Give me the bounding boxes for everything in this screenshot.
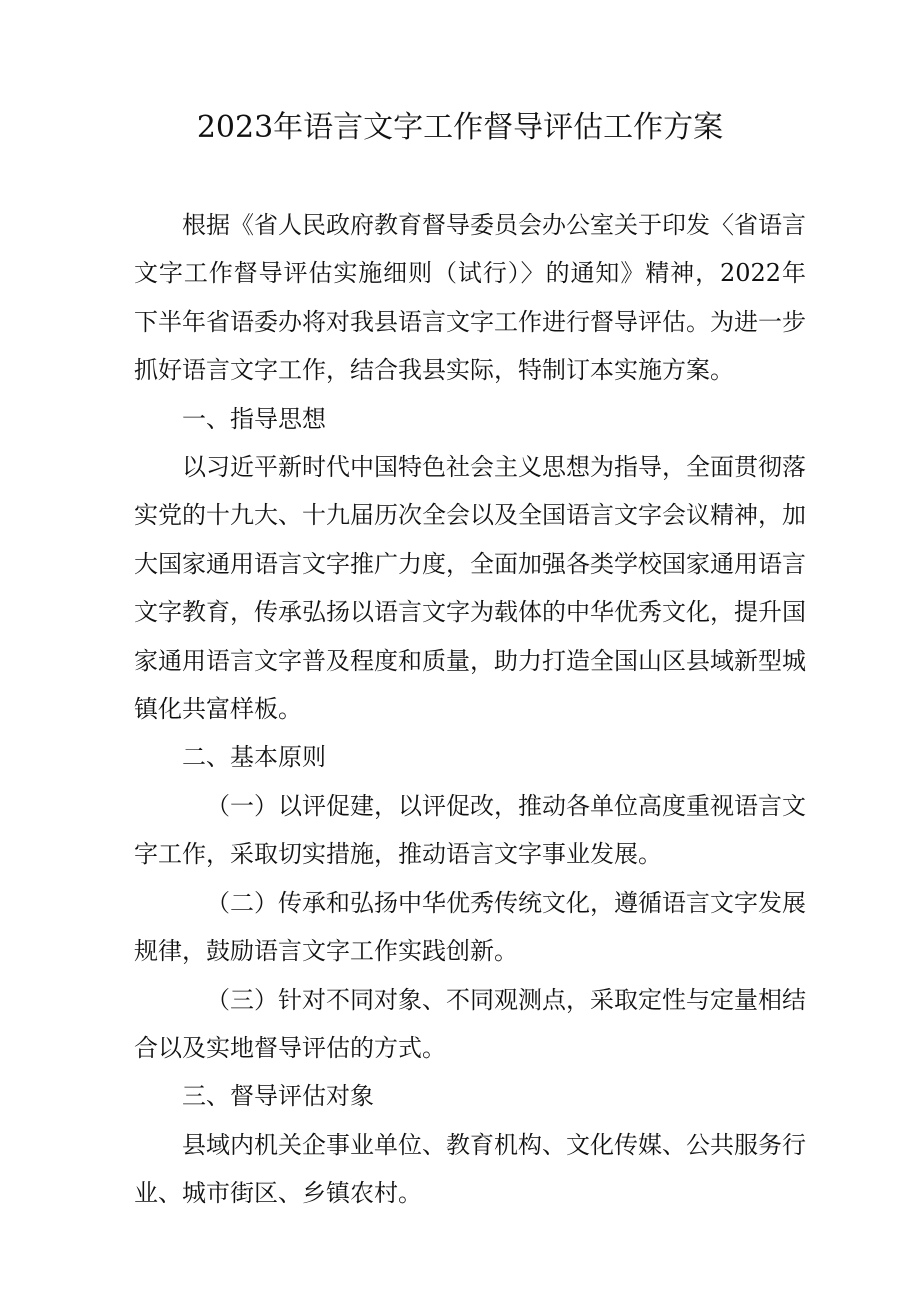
paragraph-preamble: 根据《省人民政府教育督导委员会办公室关于印发〈省语言文字工作督导评估实施细则（试行）〉的通知》精神，2022年下半年省语委办将对我县语言文字工作进行督导评估。为进一步抓好语言文字工作，结合我县实际，特制订本实施方案。	[134, 211, 806, 385]
document-body	[134, 201, 806, 1218]
paragraph-guiding-ideology: 以习近平新时代中国特色社会主义思想为指导，全面贯彻落实党的十九大、十九届历次全会以及全国语言文字会议精神，加大国家通用语言文字推广力度，全面加强各类学校国家通用语言文字教育，传承弘扬以语言文字为载体的中华优秀文化，提升国家通用语言文字普及程度和质量，助力打造全国山区县域新型城镇化共富样板。	[134, 453, 806, 724]
principle-item-2: （二）传承和弘扬中华优秀传统文化，遵循语言文字发展规律，鼓励语言文字工作实践创新。	[134, 888, 806, 966]
principle-item-1: （一）以评促建，以评促改，推动各单位高度重视语言文字工作，采取切实措施，推动语言文字事业发展。	[134, 791, 806, 869]
section-heading-evaluation-targets: 三、督导评估对象	[182, 1082, 374, 1111]
document-title: 2023年语言文字工作督导评估工作方案	[196, 110, 724, 145]
paragraph-evaluation-targets: 县域内机关企事业单位、教育机构、文化传媒、公共服务行业、城市街区、乡镇农村。	[134, 1130, 806, 1208]
principle-item-3: （三）针对不同对象、不同观测点，采取定性与定量相结合以及实地督导评估的方式。	[134, 985, 806, 1062]
section-heading-guiding-ideology: 一、指导思想	[182, 404, 326, 433]
section-heading-basic-principles: 二、基本原则	[182, 743, 326, 772]
